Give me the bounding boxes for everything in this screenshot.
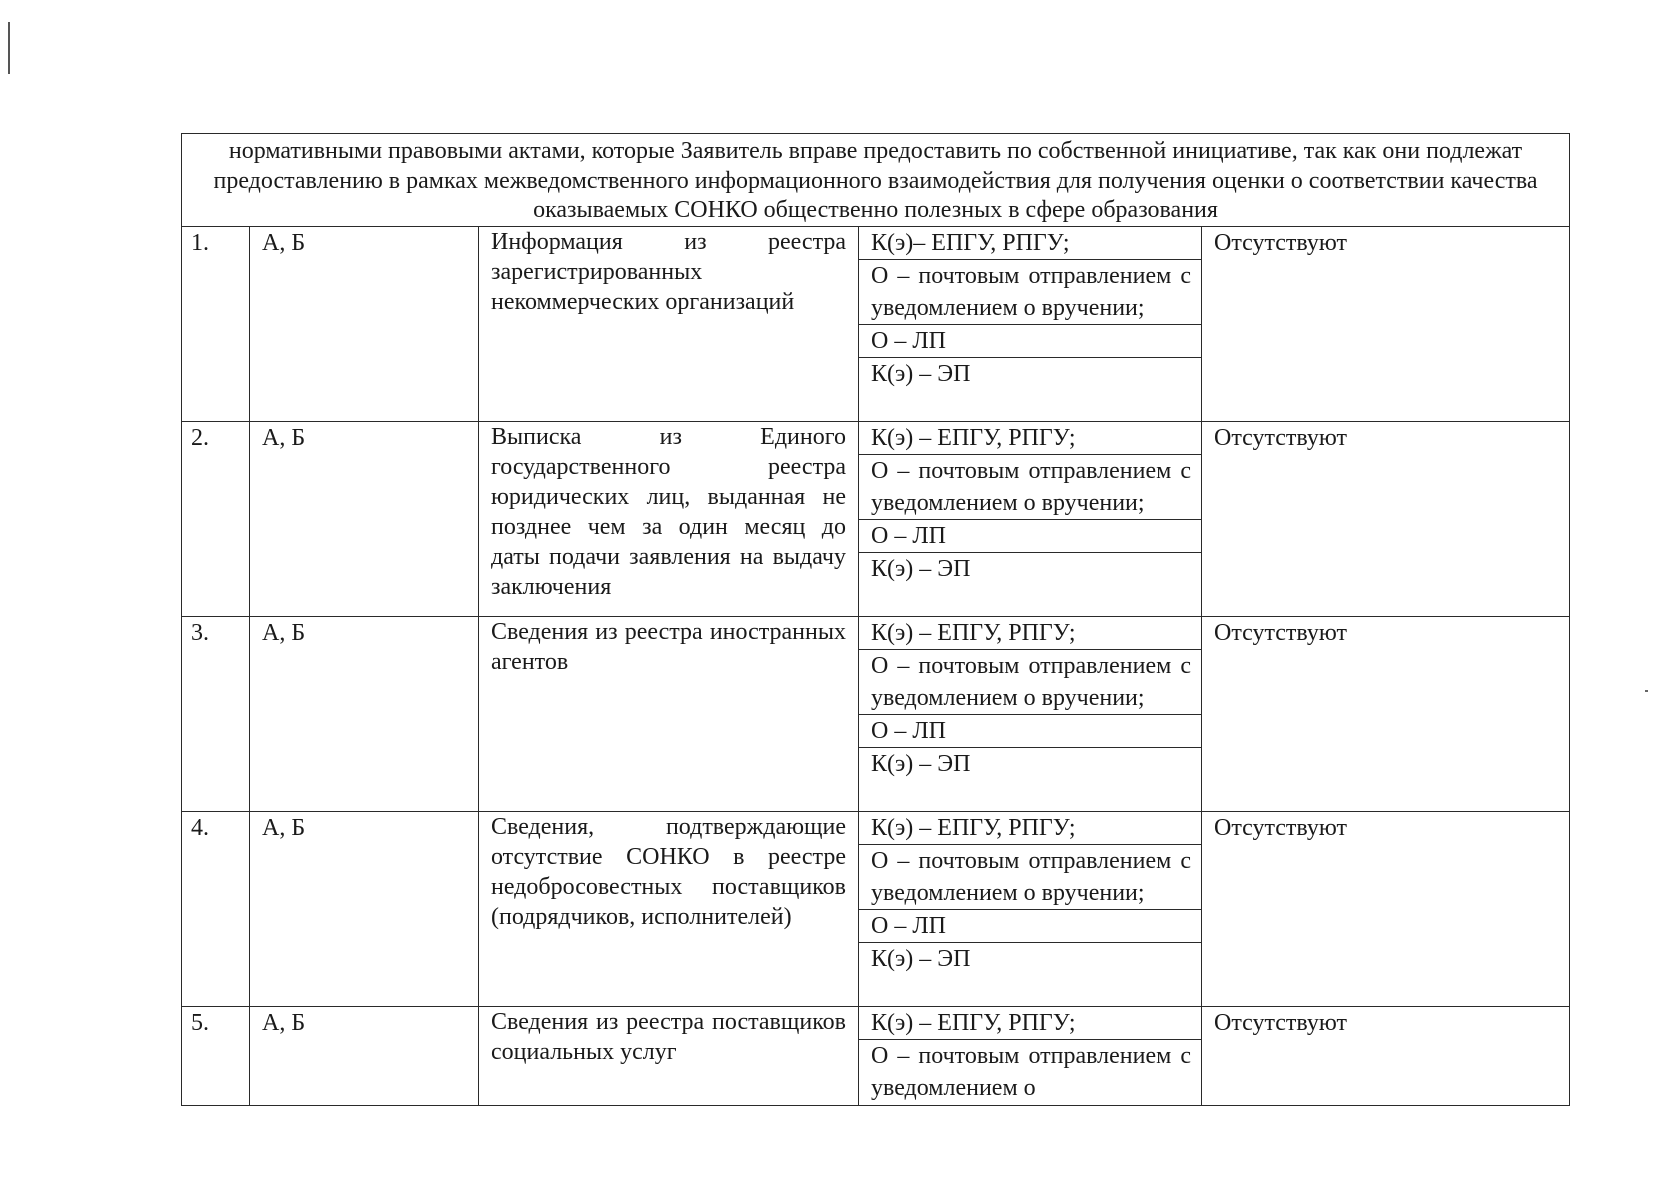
- document-name-cell: [479, 812, 859, 1007]
- submission-methods: [859, 227, 1202, 422]
- method-item: О – ЛП: [859, 325, 1201, 358]
- submission-methods: [859, 812, 1202, 1007]
- method-item: К(э) – ЕПГУ, РПГУ;: [859, 1007, 1201, 1040]
- document-table: [181, 133, 1570, 1106]
- row-number: 1.: [182, 227, 250, 422]
- section-header: нормативными правовыми актами, которые Заявитель вправе предоставить по собственной инициативе, так как они подлежат предоставлению в рамках межведомственного информационного взаимодействия для получения оценки о соответствии качества оказываемых СОНКО общественно полезных в сфере образования: [182, 134, 1570, 227]
- method-item: О – почтовым отправлением с уведомлением о вручении;: [859, 455, 1201, 520]
- requirements: Отсутствуют: [1202, 812, 1570, 1007]
- submission-methods: [859, 1007, 1202, 1106]
- requirements: Отсутствуют: [1202, 617, 1570, 812]
- applicant-category: А, Б: [250, 422, 479, 617]
- document-name-cell: [479, 617, 859, 812]
- table-row: [182, 1007, 1570, 1106]
- method-item: О – ЛП: [859, 520, 1201, 553]
- requirements: Отсутствуют: [1202, 422, 1570, 617]
- table-row: [182, 422, 1570, 617]
- scan-artifact-speck: [1645, 690, 1648, 692]
- method-item: О – почтовым отправлением с уведомлением о: [871, 1043, 1191, 1101]
- method-item: О – ЛП: [859, 910, 1201, 943]
- table-header-row: [182, 134, 1570, 227]
- document-name-cell: [479, 1007, 859, 1106]
- submission-methods: [859, 617, 1202, 812]
- document-name: Сведения из реестра иностранных агентов: [491, 619, 846, 675]
- method-item: К(э) – ЕПГУ, РПГУ;: [859, 422, 1201, 455]
- method-item: К(э) – ЭП: [871, 556, 971, 582]
- requirements: Отсутствуют: [1202, 1007, 1570, 1106]
- document-name: Сведения из реестра поставщиков социальных услуг: [491, 1009, 846, 1065]
- method-item: К(э) – ЕПГУ, РПГУ;: [859, 617, 1201, 650]
- applicant-category: А, Б: [250, 227, 479, 422]
- method-item: К(э)– ЕПГУ, РПГУ;: [859, 227, 1201, 260]
- row-number: 3.: [182, 617, 250, 812]
- table-row: [182, 812, 1570, 1007]
- applicant-category: А, Б: [250, 812, 479, 1007]
- document-name: Сведения, подтверждающие отсутствие СОНКО в реестре недобросовестных поставщиков (подрядчиков, исполнителей): [491, 814, 846, 930]
- method-item: К(э) – ЭП: [871, 361, 971, 387]
- row-number: 4.: [182, 812, 250, 1007]
- applicant-category: А, Б: [250, 617, 479, 812]
- applicant-category: А, Б: [250, 1007, 479, 1106]
- document-name-cell: [479, 227, 859, 422]
- submission-methods: [859, 422, 1202, 617]
- method-item: К(э) – ЕПГУ, РПГУ;: [859, 812, 1201, 845]
- requirements: Отсутствуют: [1202, 227, 1570, 422]
- method-item: О – почтовым отправлением с уведомлением о вручении;: [859, 845, 1201, 910]
- document-name-cell: [479, 422, 859, 617]
- method-item: К(э) – ЭП: [871, 946, 971, 972]
- document-name: Информация из реестра зарегистрированных некоммерческих организаций: [491, 229, 846, 315]
- document-name: Выписка из Единого государственного реестра юридических лиц, выданная не позднее чем за один месяц до даты подачи заявления на выдачу заключения: [491, 424, 846, 600]
- table-row: [182, 617, 1570, 812]
- row-number: 5.: [182, 1007, 250, 1106]
- scan-artifact-line: [8, 22, 10, 74]
- table-row: [182, 227, 1570, 422]
- method-item: К(э) – ЭП: [871, 751, 971, 777]
- method-item: О – ЛП: [859, 715, 1201, 748]
- row-number: 2.: [182, 422, 250, 617]
- method-item: О – почтовым отправлением с уведомлением о вручении;: [859, 260, 1201, 325]
- method-item: О – почтовым отправлением с уведомлением о вручении;: [859, 650, 1201, 715]
